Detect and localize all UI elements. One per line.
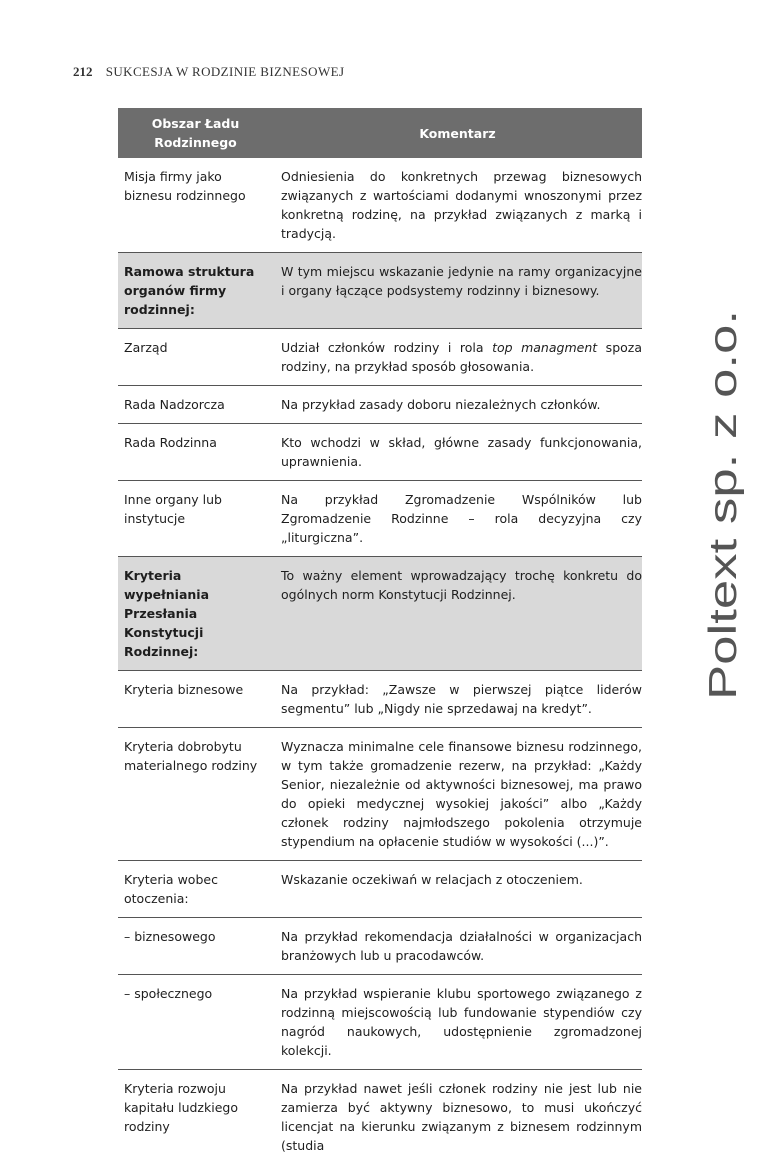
row-comment: Na przykład: „Zawsze w pierwszej piątce liderów segmentu” lub „Nigdy nie sprzedawaj na kredyt”. <box>273 671 642 728</box>
row-comment: Kto wchodzi w skład, główne zasady funkcjonowania, uprawnienia. <box>273 424 642 481</box>
row-comment: Na przykład rekomendacja działalności w organizacjach branżowych lub u pracodawców. <box>273 918 642 975</box>
column-header-area: Obszar Ładu Rodzinnego <box>118 108 273 158</box>
row-area: – biznesowego <box>118 918 273 975</box>
table-row <box>118 1070 642 1164</box>
section-row <box>118 253 642 329</box>
table-row <box>118 975 642 1070</box>
row-comment <box>273 329 642 386</box>
publisher-watermark <box>698 305 746 705</box>
row-area: Zarząd <box>118 329 273 386</box>
row-comment: Wyznacza minimalne cele finansowe biznesu rodzinnego, w tym także gromadzenie rezerw, na przykład: „Każdy Senior, niezależnie od aktywności biznesowej, ma prawo do opieki medycznej wysokiej jakości” albo „Każdy członek rodziny najmłodszego pokolenia otrzymuje stypendium na opłacenie studiów w wysokości (...)”. <box>273 728 642 861</box>
table-header-row <box>118 108 642 158</box>
watermark-text: Poltext sp. z o.o. <box>702 310 745 700</box>
row-comment: Wskazanie oczekiwań w relacjach z otoczeniem. <box>273 861 642 918</box>
row-area: Inne organy lub instytucje <box>118 481 273 557</box>
row-comment: Odniesienia do konkretnych przewag biznesowych związanych z wartościami dodanymi wnoszonymi przez konkretną rodzinę, na przykład związanych z marką i tradycją. <box>273 158 642 253</box>
row-area: Kryteria rozwoju kapitału ludzkiego rodziny <box>118 1070 273 1164</box>
row-area: Misja firmy jako biznesu rodzinnego <box>118 158 273 253</box>
row-area: Kryteria biznesowe <box>118 671 273 728</box>
section-comment: W tym miejscu wskazanie jedynie na ramy organizacyjne i organy łączące podsystemy rodzinny i biznesowy. <box>273 253 642 329</box>
running-head <box>73 64 673 84</box>
row-area: Rada Nadzorcza <box>118 386 273 424</box>
row-area: – społecznego <box>118 975 273 1070</box>
section-area: Kryteria wypełniania Przesłania Konstytucji Rodzinnej: <box>118 557 273 671</box>
table-row <box>118 728 642 861</box>
table-row <box>118 918 642 975</box>
table-row <box>118 861 642 918</box>
page-number: 212 <box>73 64 93 79</box>
table-row <box>118 481 642 557</box>
section-comment: To ważny element wprowadzający trochę konkretu do ogólnych norm Konstytucji Rodzinnej. <box>273 557 642 671</box>
table-row <box>118 329 642 386</box>
row-comment: Na przykład zasady doboru niezależnych członków. <box>273 386 642 424</box>
row-comment-emphasis: top managment <box>492 340 597 355</box>
row-area: Rada Rodzinna <box>118 424 273 481</box>
table-row <box>118 671 642 728</box>
row-area: Kryteria dobrobytu materialnego rodziny <box>118 728 273 861</box>
section-row <box>118 557 642 671</box>
row-comment: Na przykład nawet jeśli członek rodziny nie jest lub nie zamierza być aktywny biznesowo, to musi ukończyć licencjat na kierunku związanym z biznesem rodzinnym (studia <box>273 1070 642 1164</box>
table-row <box>118 158 642 253</box>
row-comment-part: Udział członków rodziny i rola <box>281 340 492 355</box>
column-header-comment: Komentarz <box>273 108 642 158</box>
row-comment-part: spoza rodziny, na przykład sposób głosowania. <box>281 340 642 374</box>
table-row <box>118 424 642 481</box>
row-comment: Na przykład wspieranie klubu sportowego związanego z rodzinną miejscowością lub fundowanie stypendiów czy nagród naukowych, udostępnienie zgromadzonej kolekcji. <box>273 975 642 1070</box>
row-area: Kryteria wobec otoczenia: <box>118 861 273 918</box>
family-governance-table <box>118 108 642 1164</box>
section-area: Ramowa struktura organów firmy rodzinnej: <box>118 253 273 329</box>
row-comment: Na przykład Zgromadzenie Wspólników lub Zgromadzenie Rodzinne – rola decyzyjna czy „liturgiczna”. <box>273 481 642 557</box>
running-title: SUKCESJA W RODZINIE BIZNESOWEJ <box>106 64 345 79</box>
table-row <box>118 386 642 424</box>
